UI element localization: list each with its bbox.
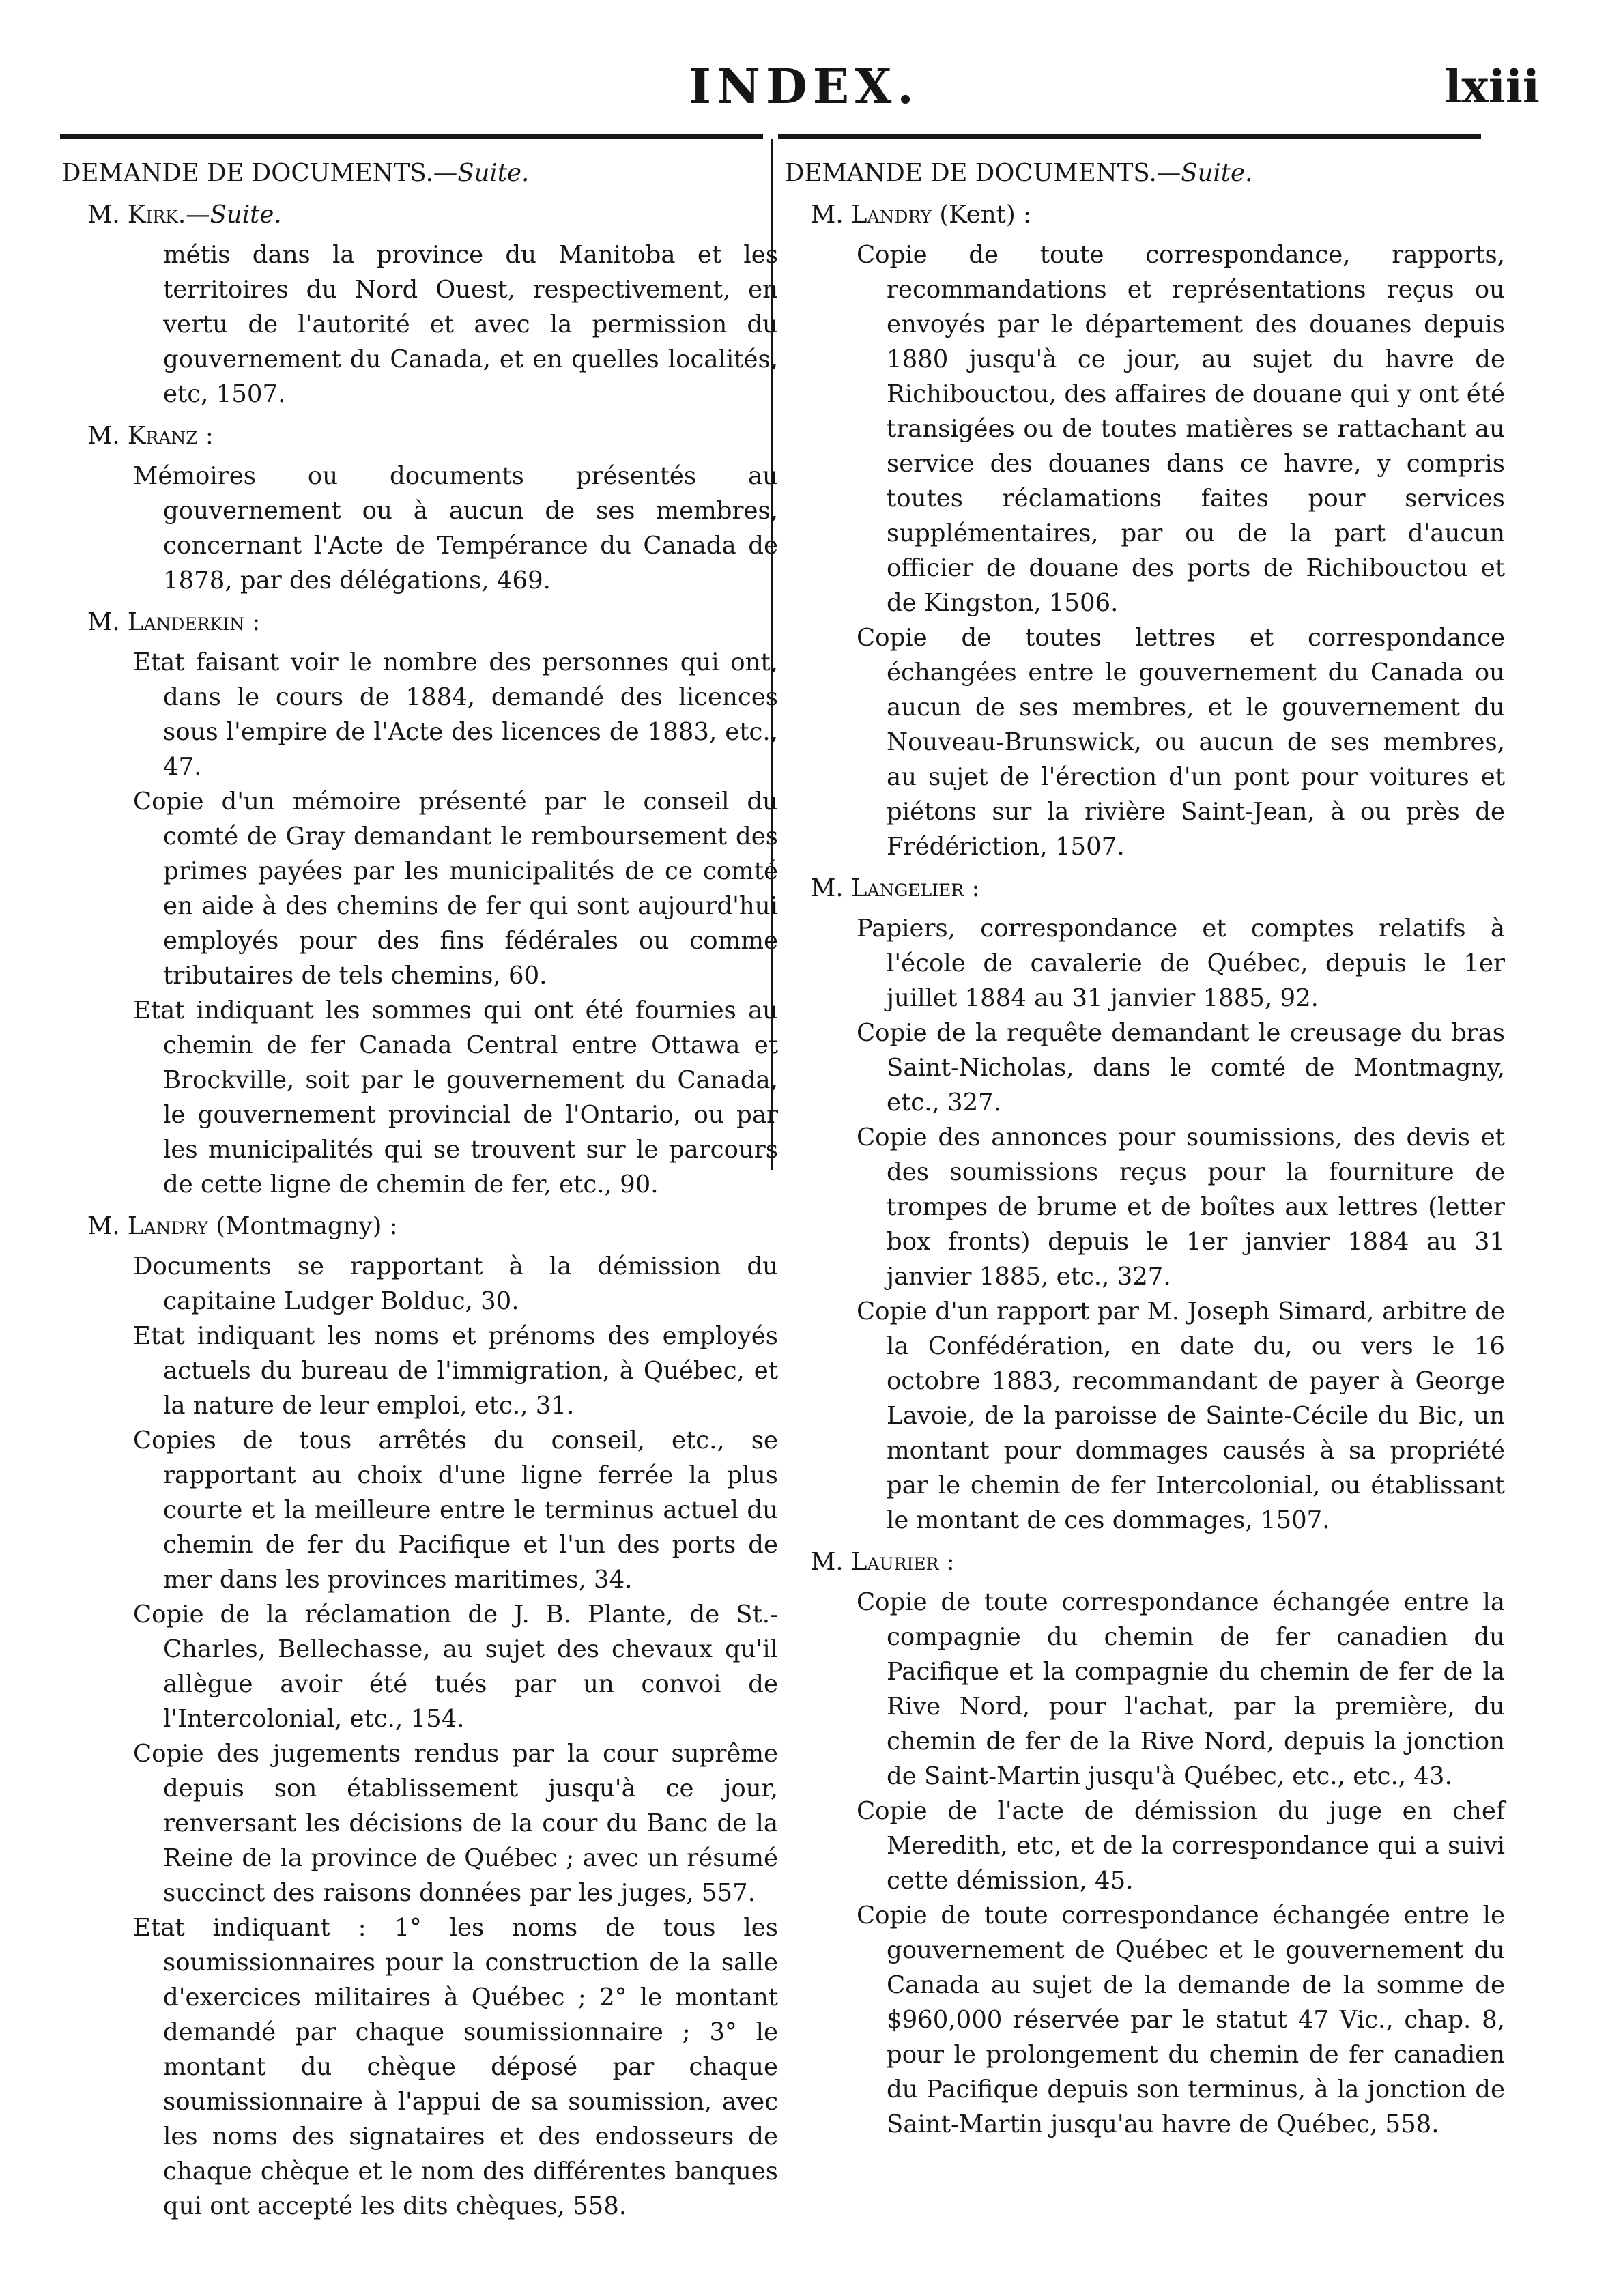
- index-entry: Copie de la réclamation de J. B. Plante, de St.-Charles, Bellechasse, au sujet des chevaux qu'il allègue avoir été tués par un convoi de l'Intercolonial, etc., 154.: [133, 1601, 778, 1733]
- page-header: [0, 0, 1608, 137]
- person-kranz: [87, 418, 778, 453]
- person-laurier: [811, 1545, 1505, 1579]
- person-langelier: [811, 871, 1505, 906]
- column-heading: [785, 156, 1505, 190]
- index-entry: Copie d'un mémoire présenté par le conseil du comté de Gray demandant le remboursement des primes payées par les municipalités de ce comté en aide à des chemins de fer qui sont aujourd'hui employés pour des fins fédérales ou comme tributaires de tels chemins, 60.: [133, 788, 778, 990]
- person-name: M. Landerkin :: [87, 608, 261, 636]
- person-name: M. Langelier :: [811, 874, 980, 902]
- person-suffix: (Montmagny) :: [216, 1212, 398, 1240]
- index-entry: Etat indiquant les sommes qui ont été fournies au chemin de fer Canada Central entre Ottawa et Brockville, soit par le gouvernement du Canada, le gouvernement provincial de l'Ontario, ou par les municipalités qui se trouvent sur le parcours de cette ligne de chemin de fer, etc., 90.: [133, 996, 778, 1199]
- person-suffix: (Kent) :: [939, 201, 1031, 229]
- index-entry: Copie d'un rapport par M. Joseph Simard, arbitre de la Confédération, en date du, ou vers le 16 octobre 1883, recommandant de payer à George Lavoie, de la paroisse de Sainte-Cécile du Bic, un montant pour dommages causés à sa propriété par le chemin de fer Intercolonial, ou établissant le montant de ces dommages, 1507.: [857, 1297, 1505, 1534]
- person-suffix: Suite.: [210, 201, 282, 229]
- column-heading: [61, 156, 778, 190]
- index-entry: Etat faisant voir le nombre des personnes qui ont, dans le cours de 1884, demandé des licences sous l'empire de l'Acte des licences de 1883, etc., 47.: [133, 648, 778, 781]
- person-landry-montmagny: [87, 1209, 778, 1244]
- person-name: M. Kranz :: [87, 422, 214, 450]
- person-landry-kent: [811, 197, 1505, 232]
- heading-main: DEMANDE DE DOCUMENTS.—: [785, 159, 1181, 187]
- index-entry: métis dans la province du Manitoba et les territoires du Nord Ouest, respectivement, en vertu de l'autorité et avec la permission du gouvernement du Canada, et en quelles localités, etc, 1507.: [163, 241, 778, 408]
- heading-suite: Suite.: [1181, 159, 1253, 187]
- index-entry: Papiers, correspondance et comptes relatifs à l'école de cavalerie de Québec, depuis le 1er juillet 1884 au 31 janvier 1885, 92.: [857, 915, 1505, 1012]
- heading-main: DEMANDE DE DOCUMENTS.—: [61, 159, 458, 187]
- index-entry: Copie de toute correspondance échangée entre la compagnie du chemin de fer canadien du Pacifique et la compagnie du chemin de fer de la Rive Nord, pour l'achat, par la première, du chemin de fer de la Rive Nord, depuis la jonction de Saint-Martin jusqu'à Québec, etc., etc., 43.: [857, 1588, 1505, 1790]
- index-entry: Mémoires ou documents présentés au gouvernement ou à aucun de ses membres, concernant l'Acte de Tempérance du Canada de 1878, par des délégations, 469.: [133, 462, 778, 594]
- header-rule-right: [778, 134, 1481, 139]
- person-landerkin: [87, 605, 778, 640]
- person-name: M. Kirk.—: [87, 201, 210, 229]
- index-entry: Copie de toute correspondance, rapports, recommandations et représentations reçus ou envoyés par le département des douanes depuis 1880 jusqu'à ce jour, au sujet du havre de Richibouctou, des affaires de douane qui y ont été transigées ou de toutes matières se rattachant au service des douanes dans ce havre, y compris toutes réclamations faites pour services supplémentaires, par ou de la part d'aucun officier de douane des ports de Richibouctou et de Kingston, 1506.: [857, 241, 1505, 617]
- index-entry: Copie de toutes lettres et correspondance échangées entre le gouvernement du Canada ou aucun de ses membres, et le gouvernement du Nouveau-Brunswick, ou aucun de ses membres, au sujet de l'érection d'un pont pour voitures et piétons sur la rivière Saint-Jean, à ou près de Frédériction, 1507.: [857, 624, 1505, 861]
- index-entry: Etat indiquant les noms et prénoms des employés actuels du bureau de l'immigration, à Québec, et la nature de leur emploi, etc., 31.: [133, 1322, 778, 1420]
- index-entry: Documents se rapportant à la démission du capitaine Ludger Bolduc, 30.: [133, 1252, 778, 1315]
- person-kirk: [87, 197, 778, 232]
- person-name: M. Laurier :: [811, 1548, 955, 1576]
- index-entry: Etat indiquant : 1° les noms de tous les soumissionnaires pour la construction de la salle d'exercices militaires à Québec ; 2° le montant demandé par chaque soumissionnaire ; 3° le montant du chèque déposé par chaque soumissionnaire à l'appui de sa soumission, avec les noms des signataires et des endosseurs de chaque chèque et le nom des différentes banques qui ont accepté les dits chèques, 558.: [133, 1914, 778, 2220]
- index-entry: Copie de toute correspondance échangée entre le gouvernement de Québec et le gouvernement du Canada au sujet de la demande de la somme de $960,000 réservée par le statut 47 Vic., chap. 8, pour le prolongement du chemin de fer canadien du Pacifique depuis son terminus, à la jonction de Saint-Martin jusqu'au havre de Québec, 558.: [857, 1902, 1505, 2138]
- page-number: lxiii: [1444, 60, 1540, 113]
- header-rule-left: [60, 134, 763, 139]
- index-entry: Copie des jugements rendus par la cour suprême depuis son établissement jusqu'à ce jour, renversant les décisions de la cour du Banc de la Reine de la province de Québec ; avec un résumé succinct des raisons données par les juges, 557.: [133, 1740, 778, 1907]
- index-entry: Copie de l'acte de démission du juge en chef Meredith, etc, et de la correspondance qui a suivi cette démission, 45.: [857, 1797, 1505, 1895]
- index-entry: Copies de tous arrêtés du conseil, etc., se rapportant au choix d'une ligne ferrée la plus courte et la meilleure entre le terminus actuel du chemin de fer du Pacifique et l'un des ports de mer dans les provinces maritimes, 34.: [133, 1426, 778, 1594]
- index-entry: Copie de la requête demandant le creusage du bras Saint-Nicholas, dans le comté de Montmagny, etc., 327.: [857, 1019, 1505, 1117]
- person-name: M. Landry: [87, 1212, 209, 1240]
- left-column: [61, 156, 778, 2224]
- heading-suite: Suite.: [457, 159, 530, 187]
- right-column: [785, 156, 1505, 2142]
- person-name: M. Landry: [811, 201, 932, 229]
- index-entry: Copie des annonces pour soumissions, des devis et des soumissions reçus pour la fourniture de trompes de brume et de boîtes aux lettres (letter box fronts) depuis le 1er janvier 1884 au 31 janvier 1885, etc., 327.: [857, 1123, 1505, 1291]
- page-title: INDEX.: [689, 58, 919, 115]
